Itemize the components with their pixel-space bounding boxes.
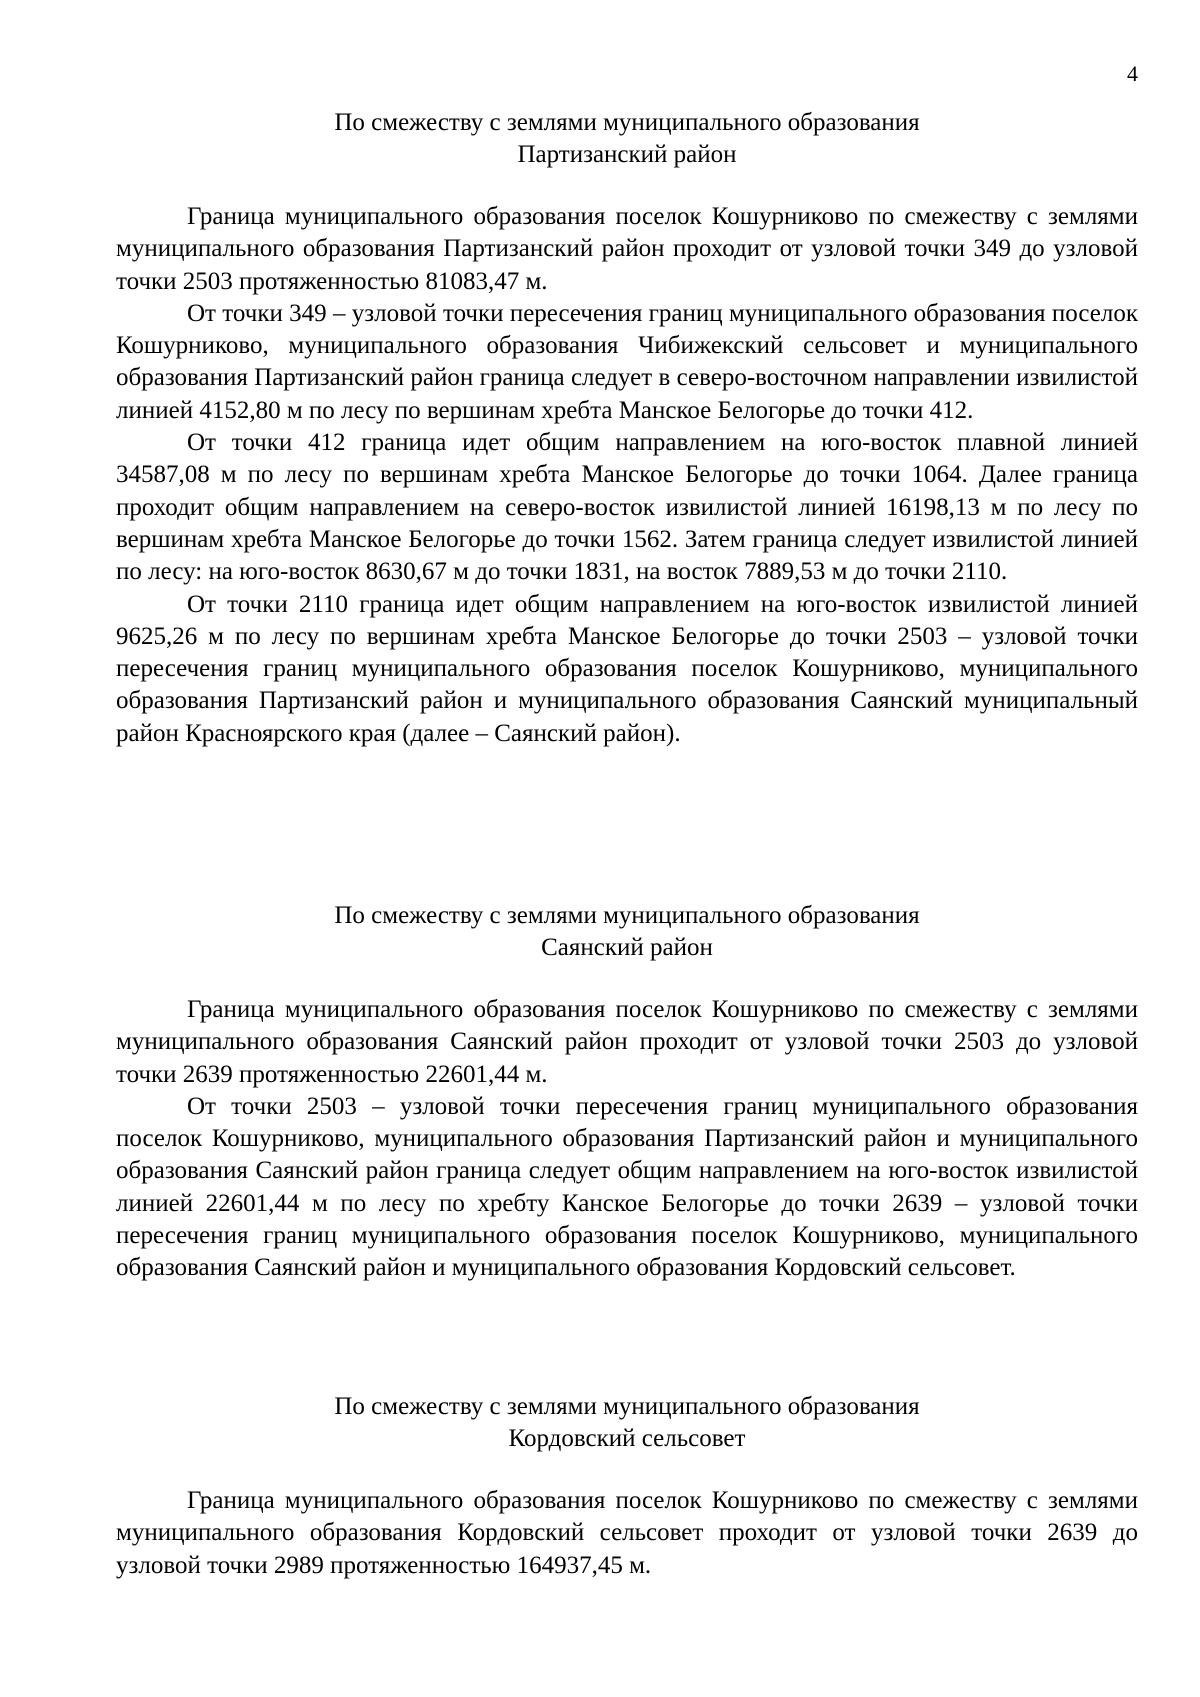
section-heading-line1: По смежеству с землями муниципального образования <box>334 109 920 136</box>
section-body <box>116 994 1138 1285</box>
paragraph: Граница муниципального образования поселок Кошурниково по смежеству с землями муниципального образования Кордовский сельсовет проходит от узловой точки 2639 до узловой точки 2989 протяженностью 164937,45 м. <box>116 1487 1138 1579</box>
paragraph: Граница муниципального образования поселок Кошурниково по смежеству с землями муниципального образования Партизанский район проходит от узловой точки 349 до узловой точки 2503 протяженностью 81083,47 м. <box>116 203 1138 295</box>
page-number: 4 <box>1127 61 1138 86</box>
paragraph: От точки 412 граница идет общим направлением на юго-восток плавной линией 34587,08 м по лесу по вершинам хребта Манское Белогорье до точки 1064. Далее граница проходит общим направлением на северо-восток извилистой линией 16198,13 м по лесу по вершинам хребта Манское Белогорье до точки 1562. Затем граница следует извилистой линией по лесу: на юго-восток 8630,67 м до точки 1831, на восток 7889,53 м до точки 2110. <box>116 429 1138 586</box>
section-heading-line2: Саянский район <box>541 934 713 961</box>
section-heading-line1: По смежеству с землями муниципального образования <box>334 1393 920 1420</box>
section-heading-line1: По смежеству с землями муниципального образования <box>334 902 920 929</box>
section-partizansky <box>116 107 1138 750</box>
section-kordovsky <box>116 1391 1138 1582</box>
section-body <box>116 201 1138 750</box>
section-sayansky <box>116 900 1138 1285</box>
section-heading-line2: Партизанский район <box>517 141 737 168</box>
paragraph: Граница муниципального образования поселок Кошурниково по смежеству с землями муниципального образования Саянский район проходит от узловой точки 2503 до узловой точки 2639 протяженностью 22601,44 м. <box>116 996 1138 1088</box>
section-body <box>116 1485 1138 1582</box>
paragraph: От точки 349 – узловой точки пересечения границ муниципального образования поселок Кошурниково, муниципального образования Чибижекский сельсовет и муниципального образования Партизанский район граница следует в северо-восточном направлении извилистой линией 4152,80 м по лесу по вершинам хребта Манское Белогорье до точки 412. <box>116 299 1138 424</box>
section-heading-line2: Кордовский сельсовет <box>508 1425 746 1452</box>
paragraph: От точки 2503 – узловой точки пересечения границ муниципального образования поселок Кошурниково, муниципального образования Партизанский район и муниципального образования Саянский район граница следует общим направлением на юго-восток извилистой линией 22601,44 м по лесу по хребту Канское Белогорье до точки 2639 – узловой точки пересечения границ муниципального образования поселок Кошурниково, муниципального образования Саянский район и муниципального образования Кордовский сельсовет. <box>116 1092 1138 1282</box>
paragraph: От точки 2110 граница идет общим направлением на юго-восток извилистой линией 9625,26 м по лесу по вершинам хребта Манское Белогорье до точки 2503 – узловой точки пересечения границ муниципального образования поселок Кошурниково, муниципального образования Партизанский район и муниципального образования Саянский муниципальный район Красноярского края (далее – Саянский район). <box>116 590 1138 747</box>
